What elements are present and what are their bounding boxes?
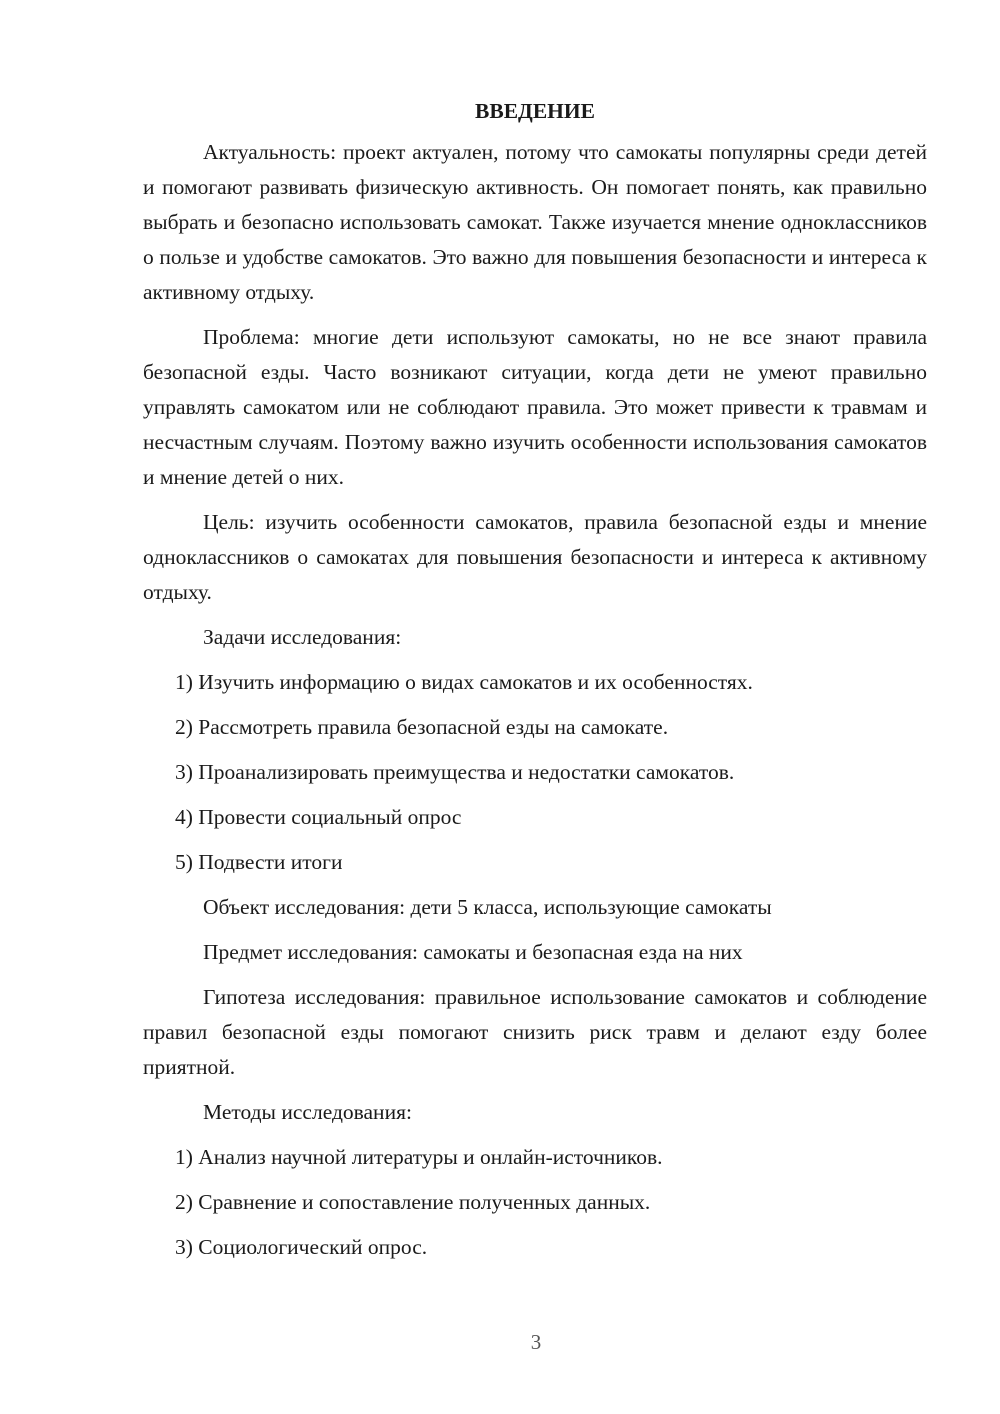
subject-line: Предмет исследования: самокаты и безопасная езда на них bbox=[203, 940, 743, 964]
object-line: Объект исследования: дети 5 класса, использующие самокаты bbox=[203, 895, 772, 919]
page-title: ВВЕДЕНИЕ bbox=[475, 99, 595, 123]
task-item: 5) Подвести итоги bbox=[175, 850, 343, 874]
tasks-heading: Задачи исследования: bbox=[203, 625, 402, 649]
task-item: 2) Рассмотреть правила безопасной езды на самокате. bbox=[175, 715, 669, 739]
methods-heading: Методы исследования: bbox=[203, 1100, 412, 1124]
method-item: 2) Сравнение и сопоставление полученных данных. bbox=[175, 1190, 651, 1214]
hypothesis-paragraph: Гипотеза исследования: правильное использование самокатов и соблюдение правил безопасной езды помогают снизить риск травм и делают езду более приятной. bbox=[143, 985, 927, 1079]
methods-list bbox=[143, 1140, 927, 1265]
method-item: 3) Социологический опрос. bbox=[175, 1235, 428, 1259]
method-item: 1) Анализ научной литературы и онлайн-источников. bbox=[175, 1145, 663, 1169]
problem-paragraph: Проблема: многие дети используют самокаты, но не все знают правила безопасной езды. Часто возникают ситуации, когда дети не умеют правильно управлять самокатом или не соблюдают правила. Это может привести к травмам и несчастным случаям. Поэтому важно изучить особенности использования самокатов и мнение детей о них. bbox=[143, 325, 927, 489]
task-item: 3) Проанализировать преимущества и недостатки самокатов. bbox=[175, 760, 735, 784]
task-item: 4) Провести социальный опрос bbox=[175, 805, 462, 829]
task-item: 1) Изучить информацию о видах самокатов и их особенностях. bbox=[175, 670, 753, 694]
page-number: 3 bbox=[530, 1330, 542, 1354]
goal-paragraph: Цель: изучить особенности самокатов, правила безопасной езды и мнение одноклассников о самокатах для повышения безопасности и интереса к активному отдыху. bbox=[143, 510, 927, 604]
relevance-paragraph: Актуальность: проект актуален, потому что самокаты популярны среди детей и помогают развивать физическую активность. Он помогает понять, как правильно выбрать и безопасно использовать самокат. Также изучается мнение одноклассников о пользе и удобстве самокатов. Это важно для повышения безопасности и интереса к активному отдыху. bbox=[143, 140, 927, 304]
page-content bbox=[143, 94, 927, 1275]
tasks-list bbox=[143, 665, 927, 880]
